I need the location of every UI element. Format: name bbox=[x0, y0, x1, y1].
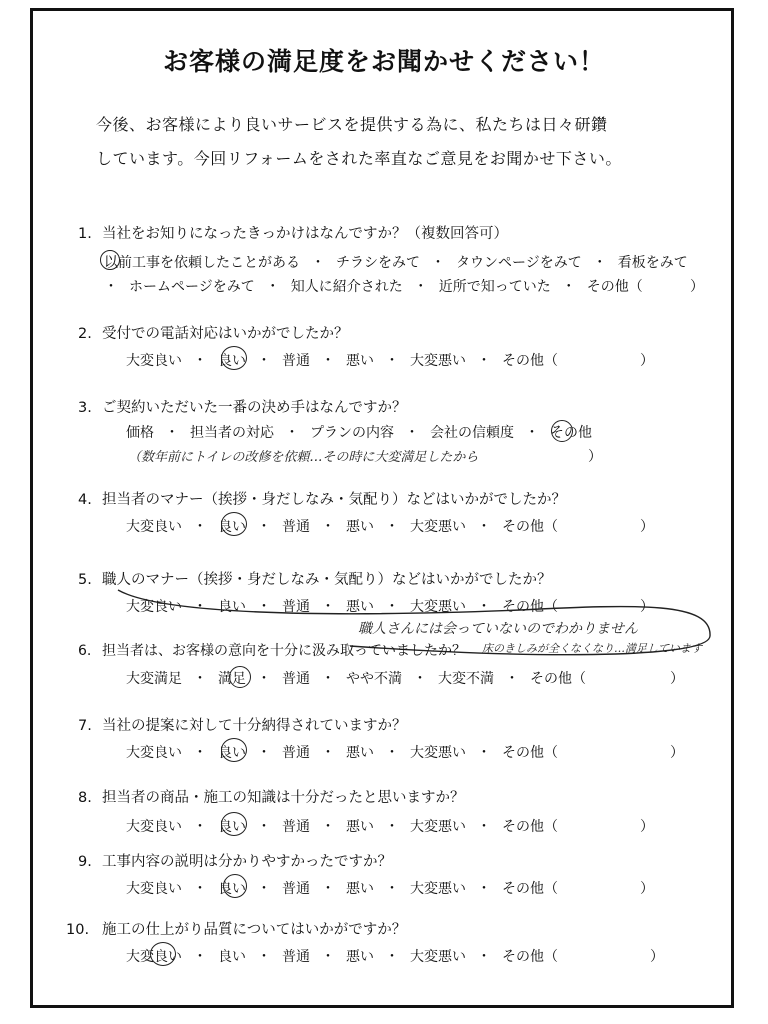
option[interactable]: 大変良い bbox=[126, 819, 182, 835]
option[interactable]: 大変不満 bbox=[438, 671, 494, 687]
question-number: 1. bbox=[78, 226, 92, 242]
question-text: 工事内容の説明は分かりやすかったですか？ bbox=[102, 854, 392, 870]
question-number: 7. bbox=[78, 718, 92, 734]
option[interactable]: 良い bbox=[218, 881, 246, 897]
option[interactable]: 大変良い bbox=[126, 519, 182, 535]
close-paren: ） bbox=[640, 819, 654, 835]
selected-mark bbox=[551, 420, 573, 442]
option[interactable]: その他（ bbox=[502, 949, 558, 965]
handwritten-note-1: 職人さんには会っていないのでわかりません bbox=[358, 621, 638, 637]
question-number: 4. bbox=[78, 492, 92, 508]
option[interactable]: 大変満足 bbox=[126, 671, 182, 687]
question-1 bbox=[78, 222, 508, 243]
question-10 bbox=[66, 918, 406, 939]
question-number: 8. bbox=[78, 790, 92, 806]
survey-title: お客様の満足度をお聞かせください！ bbox=[162, 47, 605, 76]
close-paren: ） bbox=[690, 279, 704, 295]
intro-line-2: しています。今回リフォームをされた率直なご意見をお聞かせ下さい。 bbox=[96, 149, 622, 168]
option[interactable]: その他 bbox=[550, 425, 592, 441]
close-paren: ） bbox=[640, 519, 654, 535]
question-2 bbox=[78, 322, 349, 343]
option[interactable]: 良い bbox=[218, 353, 246, 369]
question-number: 10. bbox=[66, 922, 90, 938]
question-4 bbox=[78, 488, 566, 509]
selected-mark bbox=[223, 874, 247, 898]
q8-options: 大変良い ・ 良い ・ 普通 ・ 悪い ・ 大変悪い ・ その他（ bbox=[126, 819, 558, 835]
q9-options: 大変良い ・ 良い ・ 普通 ・ 悪い ・ 大変悪い ・ その他（ bbox=[126, 881, 558, 897]
selected-mark bbox=[150, 942, 176, 966]
question-text: 施工の仕上がり品質についてはいかがですか？ bbox=[102, 922, 407, 938]
question-8 bbox=[78, 786, 465, 807]
option[interactable]: チラシをみて bbox=[336, 255, 420, 271]
option[interactable]: ホームページをみて bbox=[129, 279, 255, 295]
option[interactable]: 普通 bbox=[282, 671, 310, 687]
option[interactable]: 大変悪い bbox=[410, 519, 466, 535]
selected-mark bbox=[221, 512, 247, 536]
close-paren: ） bbox=[650, 949, 664, 965]
option[interactable]: 悪い bbox=[346, 519, 374, 535]
question-number: 2. bbox=[78, 326, 92, 342]
option[interactable]: 近所で知っていた bbox=[438, 279, 551, 295]
question-text: ご契約いただいた一番の決め手はなんですか？ bbox=[102, 400, 407, 416]
option[interactable]: その他（ bbox=[502, 881, 558, 897]
option[interactable]: その他（ bbox=[586, 279, 643, 295]
question-9 bbox=[78, 850, 392, 871]
question-text: 職人のマナー（挨拶・身だしなみ・気配り）などはいかがでしたか？ bbox=[102, 572, 552, 588]
selected-mark bbox=[221, 812, 247, 836]
question-number: 3. bbox=[78, 400, 92, 416]
option[interactable]: その他（ bbox=[502, 353, 558, 369]
option[interactable]: 普通 bbox=[282, 745, 310, 761]
option[interactable]: 悪い bbox=[346, 881, 374, 897]
close-paren: ） bbox=[640, 599, 654, 615]
option[interactable]: 看板をみて bbox=[617, 255, 688, 271]
option[interactable]: 以前工事を依頼したことがある bbox=[104, 255, 300, 271]
q7-options: 大変良い ・ 良い ・ 普通 ・ 悪い ・ 大変悪い ・ その他（ bbox=[126, 745, 558, 761]
q5-options: 大変良い ・ 良い ・ 普通 ・ 悪い ・ 大変悪い ・ その他（ bbox=[126, 599, 558, 615]
question-text: 担当者の商品・施工の知識は十分だったと思いますか？ bbox=[102, 790, 465, 806]
selected-mark bbox=[221, 346, 247, 370]
option[interactable]: 悪い bbox=[346, 353, 374, 369]
option[interactable]: やや不満 bbox=[346, 671, 402, 687]
close-paren: ） bbox=[670, 745, 684, 761]
q3-options: 価格 ・ 担当者の対応 ・ プランの内容 ・ 会社の信頼度 ・ その他 bbox=[126, 425, 592, 441]
option[interactable]: 大変良い bbox=[126, 881, 182, 897]
option[interactable]: 知人に紹介された bbox=[290, 279, 403, 295]
option[interactable]: 普通 bbox=[282, 519, 310, 535]
option[interactable]: その他（ bbox=[502, 745, 558, 761]
q10-options: 大変良い ・ 良い ・ 普通 ・ 悪い ・ 大変悪い ・ その他（ bbox=[126, 949, 558, 965]
question-3 bbox=[78, 396, 407, 417]
option[interactable]: 普通 bbox=[282, 353, 310, 369]
question-text: 担当者は、お客様の意向を十分に汲み取っていましたか？ bbox=[102, 643, 466, 659]
option[interactable]: その他（ bbox=[502, 819, 558, 835]
selected-mark bbox=[229, 666, 251, 688]
q2-options: 大変良い ・ 良い ・ 普通 ・ 悪い ・ 大変悪い ・ その他（ bbox=[126, 353, 558, 369]
q1-options-line-1: 以前工事を依頼したことがある ・ チラシをみて ・ タウンページをみて ・ 看板をみて bbox=[104, 255, 688, 271]
option[interactable]: 大変良い bbox=[126, 745, 182, 761]
close-paren: ） bbox=[640, 353, 654, 369]
option[interactable]: 大変悪い bbox=[410, 599, 466, 615]
close-paren: ） bbox=[670, 671, 684, 687]
question-text: 当社をお知りになったきっかけはなんですか？（複数回答可） bbox=[102, 226, 508, 242]
selected-mark bbox=[100, 250, 120, 270]
question-6 bbox=[78, 640, 466, 660]
handwritten-comment: （数年前にトイレの改修を依頼…その時に大変満足したから bbox=[128, 450, 479, 465]
option[interactable]: その他（ bbox=[502, 519, 558, 535]
q6-options: 大変満足 ・ 満足 ・ 普通 ・ やや不満 ・ 大変不満 ・ その他（ bbox=[126, 671, 586, 687]
option[interactable]: 普通 bbox=[282, 819, 310, 835]
option[interactable]: 良い bbox=[218, 819, 246, 835]
close-paren: ） bbox=[588, 449, 602, 465]
option[interactable]: 良い bbox=[218, 745, 246, 761]
question-text: 受付での電話対応はいかがでしたか？ bbox=[102, 326, 349, 342]
option[interactable]: 普通 bbox=[282, 599, 310, 615]
option[interactable]: その他（ bbox=[530, 671, 586, 687]
option[interactable]: 価格 bbox=[126, 425, 154, 441]
option[interactable]: 普通 bbox=[282, 881, 310, 897]
option[interactable]: 大変悪い bbox=[410, 745, 466, 761]
option[interactable]: タウンページをみて bbox=[456, 255, 582, 271]
selected-mark bbox=[221, 738, 247, 762]
close-paren: ） bbox=[640, 881, 654, 897]
option[interactable]: 良い bbox=[218, 599, 246, 615]
question-number: 5. bbox=[78, 572, 92, 588]
q1-options-line-2: ・ ホームページをみて ・ 知人に紹介された ・ 近所で知っていた ・ その他（ bbox=[104, 279, 643, 295]
option[interactable]: 良い bbox=[218, 949, 246, 965]
option[interactable]: 大変良い bbox=[126, 949, 182, 965]
option[interactable]: その他（ bbox=[502, 599, 558, 615]
question-text: 担当者のマナー（挨拶・身だしなみ・気配り）などはいかがでしたか？ bbox=[102, 492, 566, 508]
option[interactable]: 会社の信頼度 bbox=[430, 425, 514, 441]
handwritten-note-2: 床のきしみが全くなくなり…満足しています bbox=[482, 642, 702, 655]
option[interactable]: 悪い bbox=[346, 819, 374, 835]
option[interactable]: 悪い bbox=[346, 599, 374, 615]
option[interactable]: 担当者の対応 bbox=[190, 425, 274, 441]
option[interactable]: 大変良い bbox=[126, 353, 182, 369]
question-7 bbox=[78, 714, 407, 735]
question-number: 6. bbox=[78, 643, 92, 659]
option[interactable]: 大変悪い bbox=[410, 819, 466, 835]
option[interactable]: 大変悪い bbox=[410, 353, 466, 369]
option[interactable]: 大変悪い bbox=[410, 881, 466, 897]
q4-options: 大変良い ・ 良い ・ 普通 ・ 悪い ・ 大変悪い ・ その他（ bbox=[126, 519, 558, 535]
intro-line-1: 今後、お客様により良いサービスを提供する為に、私たちは日々研鑽 bbox=[96, 115, 608, 134]
option[interactable]: 悪い bbox=[346, 949, 374, 965]
question-text: 当社の提案に対して十分納得されていますか？ bbox=[102, 718, 407, 734]
question-number: 9. bbox=[78, 854, 92, 870]
option[interactable]: 悪い bbox=[346, 745, 374, 761]
option[interactable]: 良い bbox=[218, 519, 246, 535]
option[interactable]: 普通 bbox=[282, 949, 310, 965]
option[interactable]: プランの内容 bbox=[310, 425, 394, 441]
option[interactable]: 大変悪い bbox=[410, 949, 466, 965]
option[interactable]: 満足 bbox=[218, 671, 246, 687]
option[interactable]: 大変良い bbox=[126, 599, 182, 615]
